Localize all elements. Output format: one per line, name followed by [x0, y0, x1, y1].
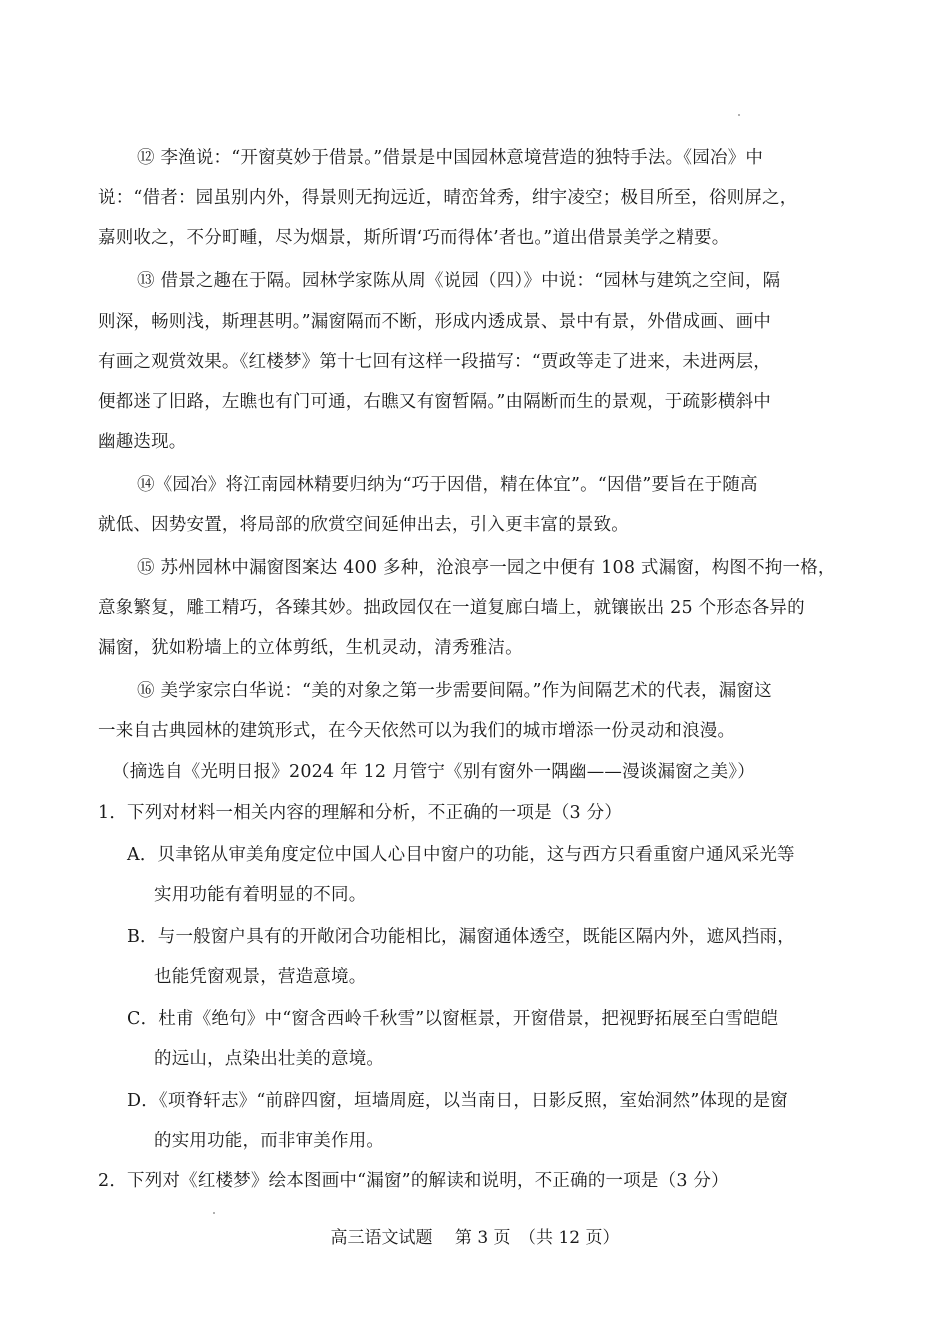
paragraph-line: 嘉则收之，不分町畽，尽为烟景，斯所谓‘巧而得体’者也。”道出借景美学之精要。 — [98, 228, 730, 248]
option-line: D．《项脊轩志》“前辟四窗，垣墙周庭，以当南日，日影反照，室始洞然”体现的是窗 — [127, 1091, 788, 1111]
paragraph-line: 漏窗，犹如粉墙上的立体剪纸，生机灵动，清秀雅洁。 — [98, 638, 523, 658]
option-line: 的实用功能，而非审美作用。 — [154, 1131, 385, 1151]
paragraph-line: ⑬ 借景之趣在于隔。园林学家陈从周《说园（四）》中说：“园林与建筑之空间，隔 — [137, 271, 781, 291]
paragraph-line: ⑭《园冶》将江南园林精要归纳为“巧于因借，精在体宜”。“因借”要旨在于随高 — [137, 475, 758, 495]
question-stem: 1．下列对材料一相关内容的理解和分析，不正确的一项是（3 分） — [98, 803, 623, 823]
source-citation: （摘选自《光明日报》2024 年 12 月管宁《别有窗外一隅幽——漫谈漏窗之美》） — [112, 762, 755, 782]
scan-speck — [738, 114, 740, 116]
scan-speck — [213, 1212, 215, 1214]
option-line: A．贝聿铭从审美角度定位中国人心目中窗户的功能，这与西方只看重窗户通风采光等 — [127, 845, 795, 865]
paragraph-line: 一来自古典园林的建筑形式，在今天依然可以为我们的城市增添一份灵动和浪漫。 — [98, 721, 736, 741]
option-line: 也能凭窗观景，营造意境。 — [154, 967, 367, 987]
paragraph-line: 则深，畅则浅，斯理甚明。”漏窗隔而不断，形成内透成景、景中有景，外借成画、画中 — [98, 312, 771, 332]
page-footer: 高三语文试题 第 3 页 （共 12 页） — [330, 1228, 620, 1248]
paragraph-line: 有画之观赏效果。《红楼梦》第十七回有这样一段描写：“贾政等走了进来，未进两层， — [98, 352, 771, 372]
paragraph-line: 就低、因势安置，将局部的欣赏空间延伸出去，引入更丰富的景致。 — [98, 515, 629, 535]
option-line: 的远山，点染出壮美的意境。 — [154, 1049, 385, 1069]
paragraph-line: 幽趣迭现。 — [98, 432, 187, 452]
paragraph-line: ⑮ 苏州园林中漏窗图案达 400 多种，沧浪亭一园之中便有 108 式漏窗，构图不拘一格， — [137, 558, 836, 578]
paragraph-line: ⑫ 李渔说：“开窗莫妙于借景。”借景是中国园林意境营造的独特手法。《园冶》中 — [137, 148, 764, 168]
option-line: B．与一般窗户具有的开敞闭合功能相比，漏窗通体透空，既能区隔内外，遮风挡雨， — [127, 927, 795, 947]
paragraph-line: 意象繁复，雕工精巧，各臻其妙。拙政园仅在一道复廊白墙上，就镶嵌出 25 个形态各异的 — [98, 598, 805, 618]
option-line: 实用功能有着明显的不同。 — [154, 885, 367, 905]
question-2-stem: 2．下列对《红楼梦》绘本图画中“漏窗”的解读和说明，不正确的一项是（3 分） — [98, 1171, 729, 1191]
paragraph-line: ⑯ 美学家宗白华说：“美的对象之第一步需要间隔。”作为间隔艺术的代表，漏窗这 — [137, 681, 772, 701]
option-line: C．杜甫《绝句》中“窗含西岭千秋雪”以窗框景，开窗借景，把视野拓展至白雪皑皑 — [127, 1009, 779, 1029]
paragraph-line: 说：“借者：园虽别内外，得景则无拘远近，晴峦耸秀，绀宇凌空；极目所至，俗则屏之， — [98, 188, 798, 208]
paragraph-line: 便都迷了旧路，左瞧也有门可通，右瞧又有窗暂隔。”由隔断而生的景观，于疏影横斜中 — [98, 392, 771, 412]
